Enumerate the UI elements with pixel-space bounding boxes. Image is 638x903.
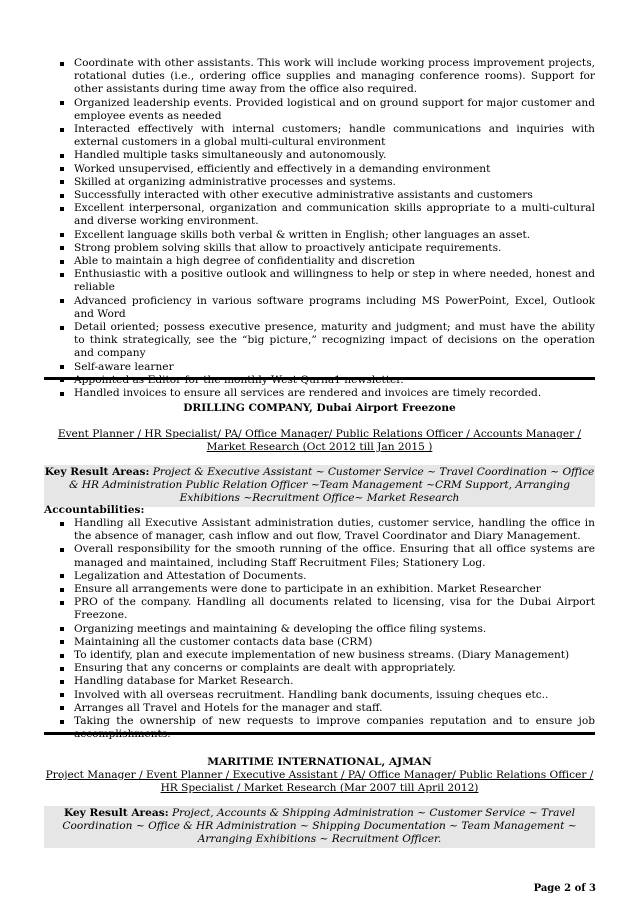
job1-company: DRILLING COMPANY, Dubai Airport Freezone xyxy=(183,402,456,414)
kra-text: Project & Executive Assistant ~ Customer Service ~ Travel Coordination ~ Office & HR Administration Public Relation Officer ~Team Management ~CRM Support, Arranging Exhibitions ~Recruitment Office~ Market Research xyxy=(68,466,595,505)
list-item: Advanced proficiency in various software programs including MS PowerPoint, Excel, Outlook and Word xyxy=(44,295,595,321)
kra-label: Key Result Areas: xyxy=(44,466,150,478)
list-item: Able to maintain a high degree of confidentiality and discretion xyxy=(44,255,595,268)
section-divider xyxy=(44,377,595,380)
list-item: To identify, plan and execute implementation of new business streams. (Diary Management) xyxy=(44,649,595,662)
list-item: Enthusiastic with a positive outlook and willingness to help or step in where needed, honest and reliable xyxy=(44,268,595,294)
job2-key-result-areas xyxy=(44,806,595,848)
list-item: Arranges all Travel and Hotels for the manager and staff. xyxy=(44,702,595,715)
list-item: Handled multiple tasks simultaneously and autonomously. xyxy=(44,149,595,162)
list-item: Worked unsupervised, efficiently and effectively in a demanding environment xyxy=(44,163,595,176)
job1-roles: Event Planner / HR Specialist/ PA/ Office Manager/ Public Relations Officer / Accounts Manager / Market Research (Oct 2012 till Jan 2015 ) xyxy=(57,428,582,454)
list-item: Detail oriented; possess executive presence, maturity and judgment; and must have the ability to think strategically, see the “big picture,” recognizing impact of decisions on the operation and company xyxy=(44,321,595,361)
list-item: Ensure all arrangements were done to participate in an exhibition. Market Researcher xyxy=(44,583,595,596)
section-divider xyxy=(44,732,595,735)
page-number: Page 2 of 3 xyxy=(533,883,596,894)
kra-text: Project, Accounts & Shipping Administration ~ Customer Service ~ Travel Coordination ~ Office & HR Administration ~ Shipping Documentation ~ Team Management ~ Arranging Exhibitions ~ Recruitment Officer. xyxy=(62,807,577,846)
accountabilities-heading: Accountabilities: xyxy=(44,504,145,516)
list-item: Involved with all overseas recruitment. Handling bank documents, issuing cheques etc.. xyxy=(44,689,595,702)
list-item: Legalization and Attestation of Documents. xyxy=(44,570,595,583)
list-item: Interacted effectively with internal customers; handle communications and inquiries with external customers in a global multi-cultural environment xyxy=(44,123,595,149)
list-item xyxy=(44,374,595,387)
job2-roles: Project Manager / Event Planner / Executive Assistant / PA/ Office Manager/ Public Relations Officer / HR Specialist / Market Research (Mar 2007 till April 2012) xyxy=(45,769,594,795)
list-item: PRO of the company. Handling all documents related to licensing, visa for the Dubai Airport Freezone. xyxy=(44,596,595,622)
list-item: Coordinate with other assistants. This work will include working process improvement projects, rotational duties (i.e., ordering office supplies and managing conference rooms). Support for other assistants during time away from the office also required. xyxy=(44,57,595,97)
list-item: Handled invoices to ensure all services are rendered and invoices are timely recorded. xyxy=(44,387,595,400)
skills-bullet-list xyxy=(44,57,595,400)
kra-label: Key Result Areas: xyxy=(63,807,169,819)
list-item: Handling database for Market Research. xyxy=(44,675,595,688)
list-item: Self-aware learner xyxy=(44,361,595,374)
job1-key-result-areas xyxy=(44,465,595,507)
list-item: Excellent interpersonal, organization and communication skills appropriate to a multi-cultural and diverse working environment. xyxy=(44,202,595,228)
list-item: Successfully interacted with other executive administrative assistants and customers xyxy=(44,189,595,202)
list-item: Maintaining all the customer contacts data base (CRM) xyxy=(44,636,595,649)
list-item: Organizing meetings and maintaining & developing the office filing systems. xyxy=(44,623,595,636)
list-item: Overall responsibility for the smooth running of the office. Ensuring that all office systems are managed and maintained, including Staff Recruitment Files; Stationery Log. xyxy=(44,543,595,569)
list-item: Strong problem solving skills that allow to proactively anticipate requirements. xyxy=(44,242,595,255)
list-item: Handling all Executive Assistant administration duties, customer service, handling the office in the absence of manager, cash inflow and out flow, Travel Coordinator and Diary Management. xyxy=(44,517,595,543)
list-item: Excellent language skills both verbal & written in English; other languages an asset. xyxy=(44,229,595,242)
list-item: Skilled at organizing administrative processes and systems. xyxy=(44,176,595,189)
list-item: Ensuring that any concerns or complaints are dealt with appropriately. xyxy=(44,662,595,675)
accountabilities-list xyxy=(44,517,595,741)
job2-company: MARITIME INTERNATIONAL, AJMAN xyxy=(207,756,432,768)
list-item: Taking the ownership of new requests to improve companies reputation and to ensure job xyxy=(44,715,595,741)
list-item: Organized leadership events. Provided logistical and on ground support for major customer and employee events as needed xyxy=(44,97,595,123)
